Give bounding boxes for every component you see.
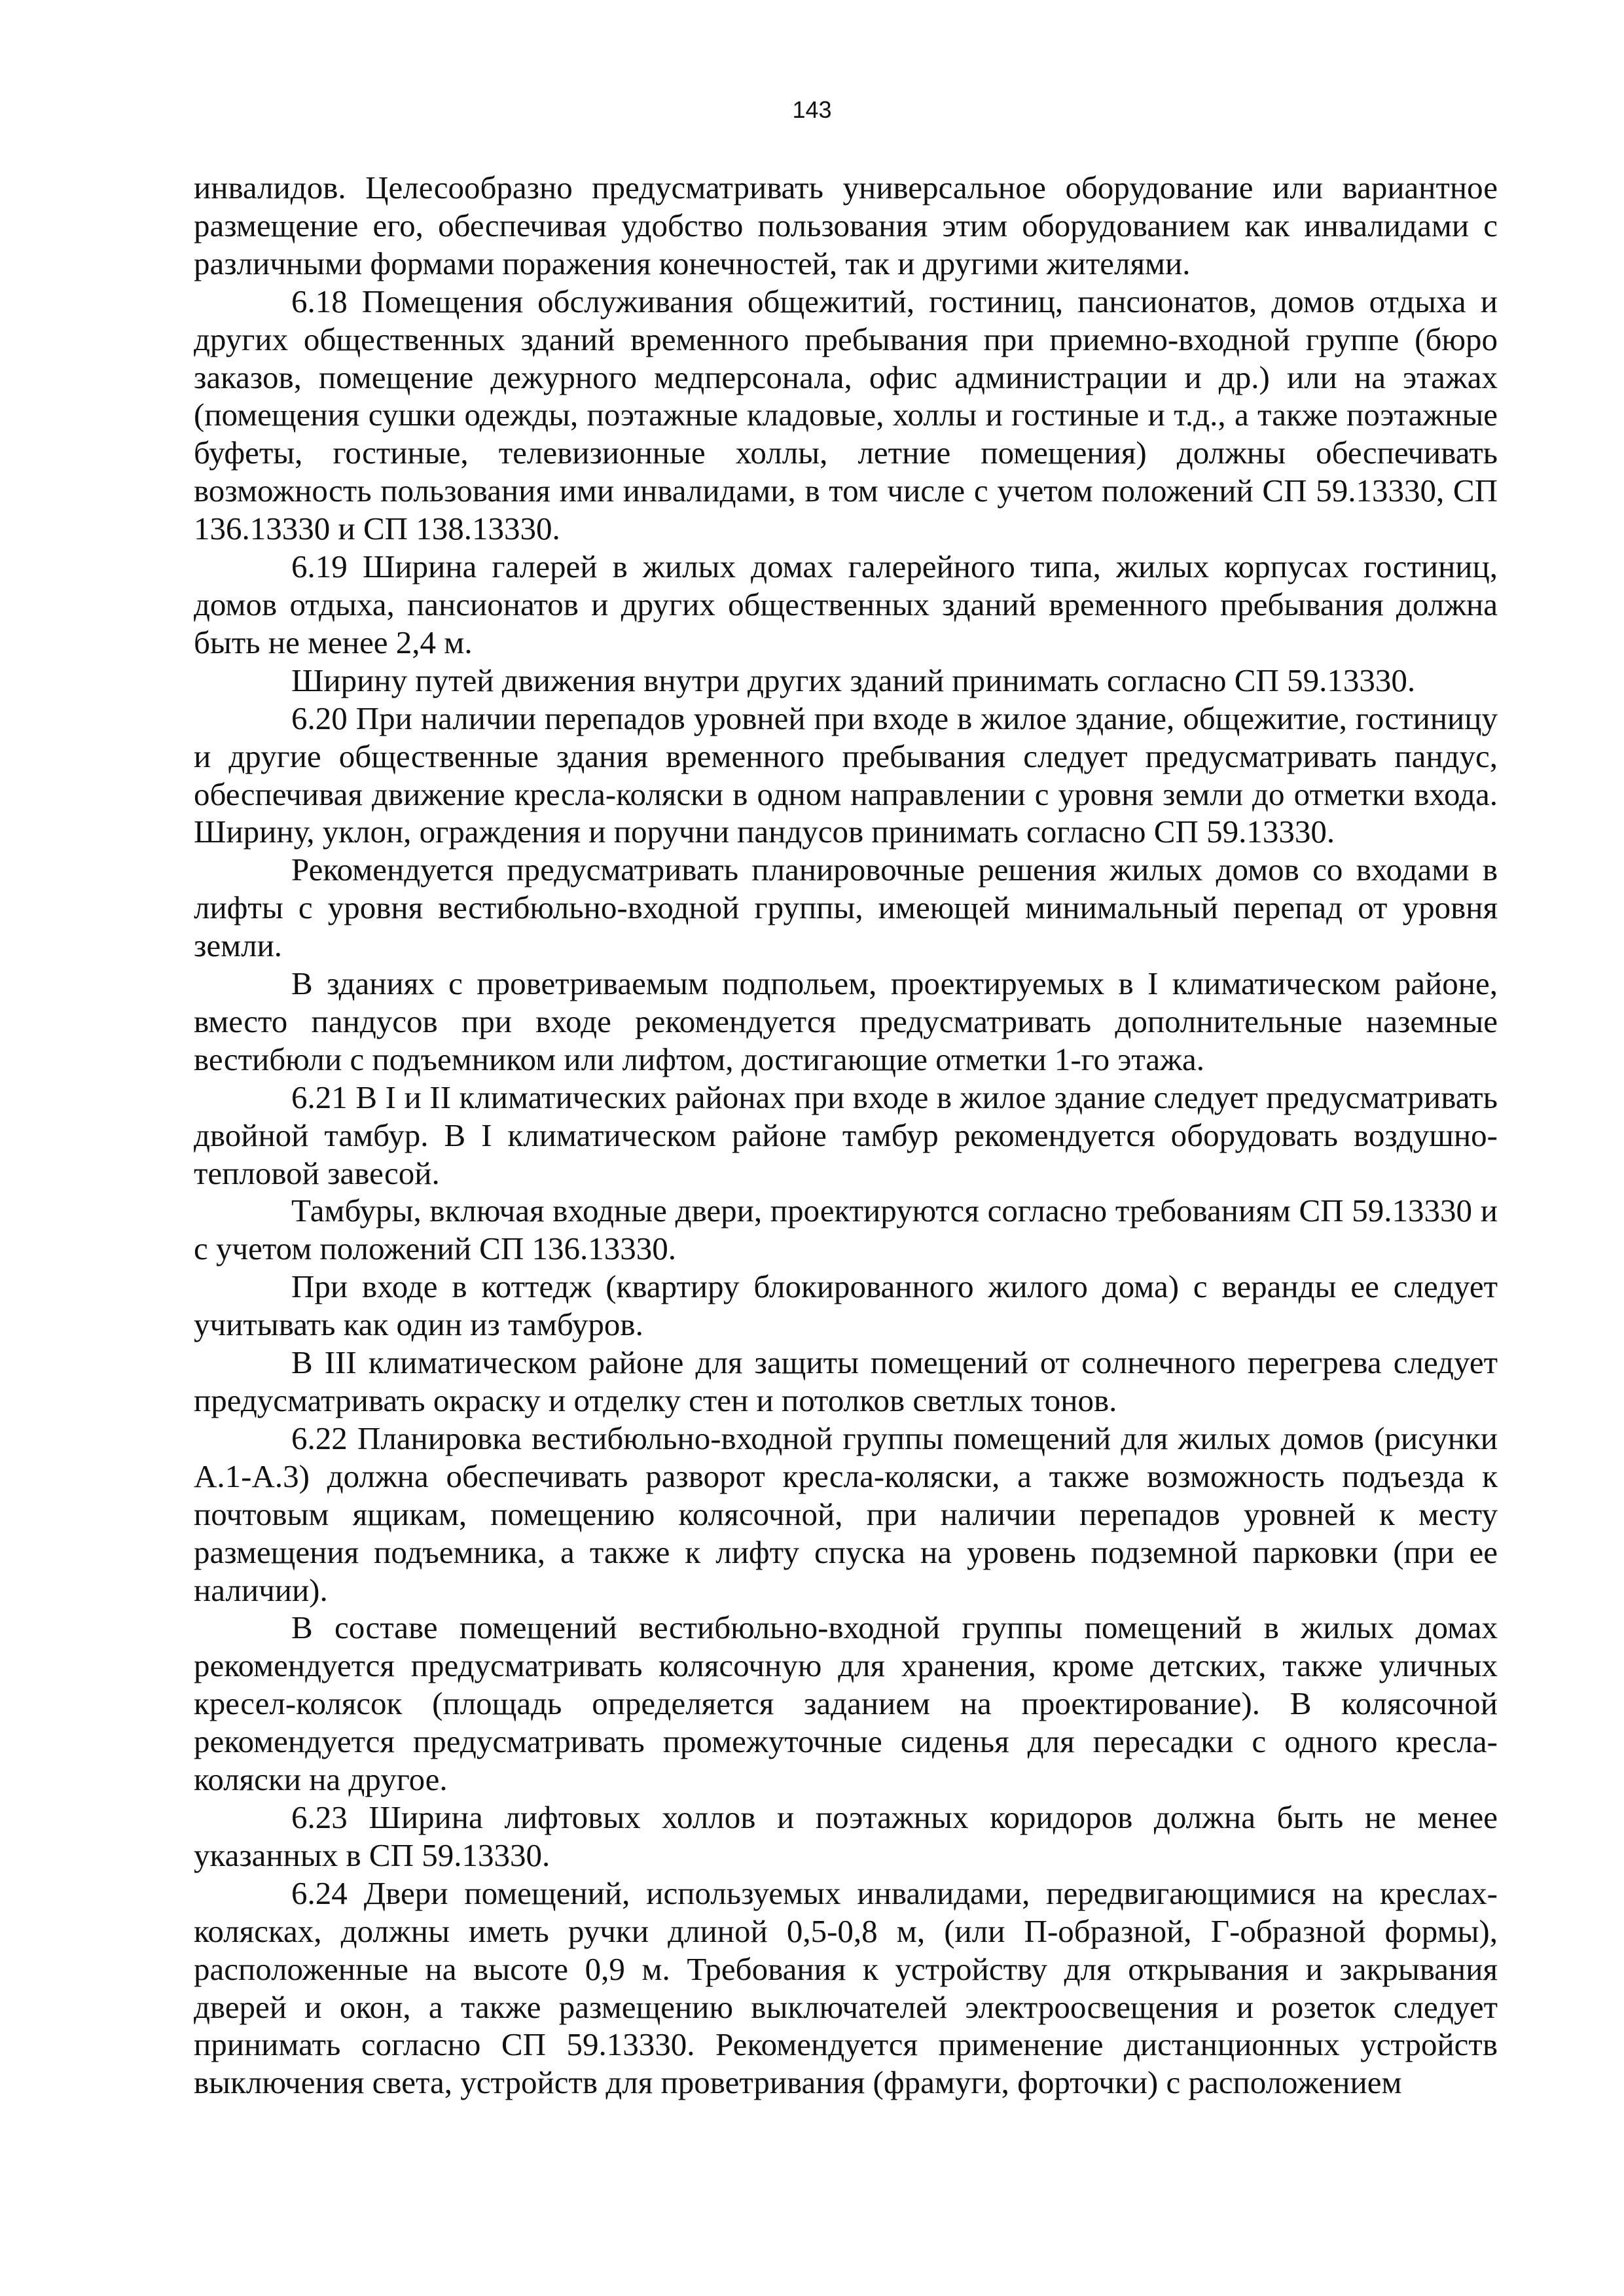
paragraph-ventilated-underfloor: В зданиях с проветриваемым подпольем, проектируемых в I климатическом районе, вместо пандусов при входе рекомендуется предусматривать дополнительные наземные вестибюли с подъемником или лифтом, достигающие отметки 1-го этажа. bbox=[194, 965, 1498, 1077]
paragraph-6-22: 6.22 Планировка вестибюльно-входной группы помещений для жилых домов (рисунки А.1-А.3) должна обеспечивать разворот кресла-коляски, а также возможность подъезда к почтовым ящикам, помещению колясочной, при наличии перепадов уровней к месту размещения подъемника, а также к лифту спуска на уровень подземной парковки (при ее наличии). bbox=[194, 1420, 1498, 1608]
page-number: 143 bbox=[792, 96, 832, 123]
paragraph-lift-entrances: Рекомендуется предусматривать планировочные решения жилых домов со входами в лифты с уровня вестибюльно-входной группы, имеющей минимальный перепад от уровня земли. bbox=[194, 852, 1498, 964]
paragraph-6-18: 6.18 Помещения обслуживания общежитий, гостиниц, пансионатов, домов отдыха и других общественных зданий временного пребывания при приемно-входной группе (бюро заказов, помещение дежурного медперсонала, офис администрации и др.) или на этажах (помещения сушки одежды, поэтажные кладовые, холлы и гостиные и т.д., а также поэтажные буфеты, гостиные, телевизионные холлы, летние помещения) должны обеспечивать возможность пользования ими инвалидами, в том числе с учетом положений СП 59.13330, СП 136.13330 и СП 138.13330. bbox=[194, 283, 1498, 547]
paragraph-continuation: инвалидов. Целесообразно предусматривать универсальное оборудование или вариантное размещение его, обеспечивая удобство пользования этим оборудованием как инвалидами с различными формами поражения конечностей, так и другими жителями. bbox=[194, 170, 1498, 281]
paragraph-6-19: 6.19 Ширина галерей в жилых домах галерейного типа, жилых корпусах гостиниц, домов отдыха, пансионатов и других общественных зданий временного пребывания должна быть не менее 2,4 м. bbox=[194, 548, 1498, 660]
paragraph-6-23: 6.23 Ширина лифтовых холлов и поэтажных коридоров должна быть не менее указанных в СП 59.13330. bbox=[194, 1799, 1498, 1873]
paragraph-vestibules-doors: Тамбуры, включая входные двери, проектируются согласно требованиям СП 59.13330 и с учетом положений СП 136.13330. bbox=[194, 1193, 1498, 1267]
paragraph-climate-region-3: В III климатическом районе для защиты помещений от солнечного перегрева следует предусматривать окраску и отделку стен и потолков светлых тонов. bbox=[194, 1344, 1498, 1418]
document-body bbox=[194, 169, 1498, 2102]
paragraph-6-24: 6.24 Двери помещений, используемых инвалидами, передвигающимися на креслах-колясках, должны иметь ручки длиной 0,5-0,8 м, (или П-образной, Г-образной формы), расположенные на высоте 0,9 м. Требования к устройству для открывания и закрывания дверей и окон, а также размещению выключателей электроосвещения и розеток следует принимать согласно СП 59.13330. Рекомендуется применение дистанционных устройств выключения света, устройств для проветривания (фрамуги, форточки) с расположением bbox=[194, 1874, 1498, 2101]
paragraph-6-21: 6.21 В I и II климатических районах при входе в жилое здание следует предусматривать двойной тамбур. В I климатическом районе тамбур рекомендуется оборудовать воздушно-тепловой завесой. bbox=[194, 1079, 1498, 1191]
paragraph-path-width: Ширину путей движения внутри других зданий принимать согласно СП 59.13330. bbox=[291, 662, 1416, 698]
paragraph-6-20: 6.20 При наличии перепадов уровней при входе в жилое здание, общежитие, гостиницу и другие общественные здания временного пребывания следует предусматривать пандус, обеспечивая движение кресла-коляски в одном направлении с уровня земли до отметки входа. Ширину, уклон, ограждения и поручни пандусов принимать согласно СП 59.13330. bbox=[194, 700, 1498, 850]
paragraph-cottage-veranda: При входе в коттедж (квартиру блокированного жилого дома) с веранды ее следует учитывать как один из тамбуров. bbox=[194, 1268, 1498, 1343]
paragraph-stroller-room: В составе помещений вестибюльно-входной группы помещений в жилых домах рекомендуется предусматривать колясочную для хранения, кроме детских, также уличных кресел-колясок (площадь определяется заданием на проектирование). В колясочной рекомендуется предусматривать промежуточные сиденья для пересадки с одного кресла-коляски на другое. bbox=[194, 1609, 1498, 1798]
